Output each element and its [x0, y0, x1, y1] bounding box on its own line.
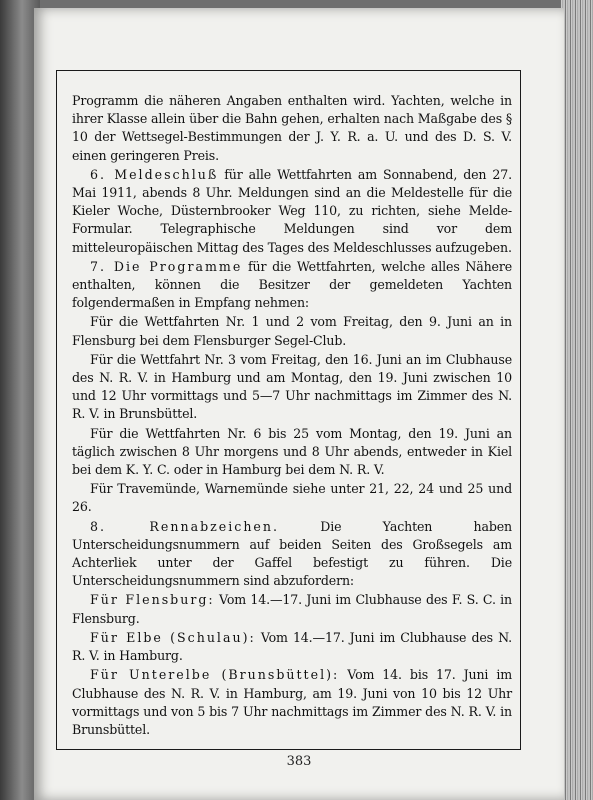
book-page: [34, 8, 564, 800]
paragraph-prize-note: [72, 92, 512, 165]
paragraph-race-badges: [72, 518, 512, 591]
text: Vom 14.—17. Juni im Clubhause des N. R. V. in Hamburg.: [72, 629, 513, 664]
paragraph-races-6-25: [72, 425, 512, 480]
text: Für die Wettfahrten Nr. 1 und 2 vom Freitag, den 9. Juni an in Flensburg bei dem Flensburger Segel-Club.: [72, 314, 512, 348]
text: Vom 14. bis 17. Juni im Clubhause des N. R. V. in Hamburg, am 19. Juni von 10 bis 12 Uhr vormittags und von 5 bis 7 Uhr nachmittags im Zimmer des N. R. V. in Brunsbüttel.: [72, 667, 512, 737]
text: Die Yachten haben Unterscheidungsnummern auf beiden Seiten des Großsegels am Achterliek unter der Gaffel befestigt zu führen. Die Unterscheidungsnummern sind abzufordern:: [72, 518, 513, 589]
location-heading: Für Unterelbe (Brunsbüttel):: [90, 667, 340, 683]
text: Vom 14.—17. Juni im Clubhause des F. S. C. in Flensburg.: [72, 592, 512, 626]
section-heading: 8. Rennabzeichen.: [90, 518, 280, 534]
page-number: 383: [286, 754, 312, 769]
page-body: [72, 92, 512, 740]
paragraph-entry-deadline: [72, 166, 512, 257]
text: Für die Wettfahrten Nr. 6 bis 25 vom Montag, den 19. Juni an täglich zwischen 8 Uhr morgens und 8 Uhr abends, entweder in Kiel bei dem K. Y. C. oder in Hamburg bei dem N. R. V.: [72, 425, 512, 478]
text: Für Travemünde, Warnemünde siehe unter 21, 22, 24 und 25 und 26.: [72, 481, 512, 515]
location-heading: Für Flensburg:: [90, 592, 215, 608]
paragraph-programmes: [72, 258, 512, 313]
paragraph-travemuende: [72, 480, 512, 516]
section-heading: 6. Meldeschluß: [90, 166, 219, 182]
paragraph-race-3: [72, 351, 512, 424]
text: für die Wettfahrten, welche alles Nähere enthalten, können die Besitzer der gemeldeten Yachten folgendermaßen in Empfang nehmen:: [72, 258, 513, 311]
text: für alle Wettfahrten am Sonnabend, den 27. Mai 1911, abends 8 Uhr. Meldungen sind an die Meldestelle für die Kieler Woche, Düsternbrooker Weg 110, zu richten, siehe Melde-Formular. Telegraphische Meldungen sind vor dem mitteleuropäischen Mittag des Tages des Meldeschlusses aufzugeben.: [72, 166, 512, 255]
paragraph-unterelbe-numbers: [72, 666, 512, 739]
paragraph-flensburg-numbers: [72, 591, 512, 627]
page-stack-edge: [561, 0, 593, 800]
section-heading: 7. Die Programme: [90, 258, 243, 274]
location-heading: Für Elbe (Schulau):: [90, 629, 256, 645]
text: Für die Wettfahrt Nr. 3 vom Freitag, den 16. Juni an im Clubhause des N. R. V. in Hamburg und am Montag, den 19. Juni zwischen 10 und 12 Uhr vormittags und 5—7 Uhr nachmittags im Zimmer des N. R. V. in Brunsbüttel.: [72, 351, 512, 422]
paragraph-flensburg-races: [72, 313, 512, 349]
paragraph-elbe-numbers: [72, 629, 512, 665]
text: Programm die näheren Angaben enthalten wird. Yachten, welche in ihrer Klasse allein über die Bahn gehen, erhalten nach Maßgabe des § 10 der Wettsegel-Bestimmungen der J. Y. R. a. U. und des D. S. V. einen geringeren Preis.: [72, 93, 513, 163]
